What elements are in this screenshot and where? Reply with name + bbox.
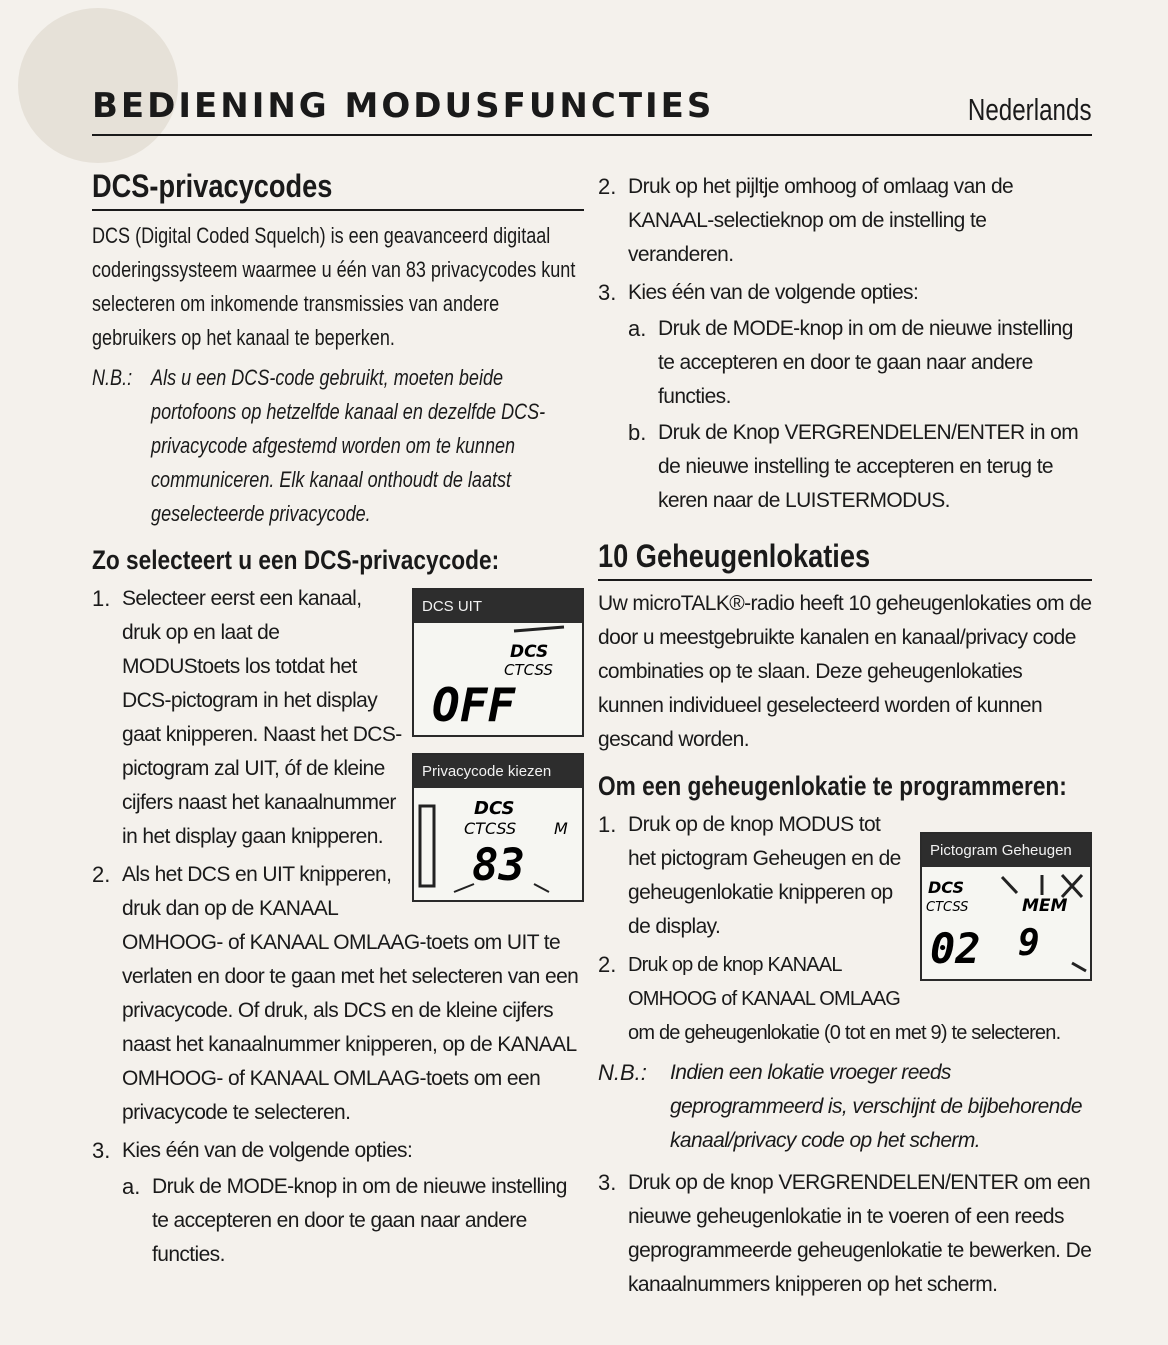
lcd-value-code: 83 [472,840,525,891]
dcs-option-a: a. Druk de MODE-knop in om de nieuwe instelling te accepteren en door te gaan naar andere functies. [122,1174,567,1266]
section-title-dcs: DCS-privacycodes [92,168,584,211]
dcs-note [92,361,584,531]
dcs-step-1: 1. Selecteer eerst een kanaal, druk op en laat de MODUStoets los totdat het DCS-pictogram in het display gaat knipperen. Naast het DCS-pictogram zal UIT, óf de kleine cijfers naast het kanaalnummer in het display gaan knipperen. [92,586,402,848]
lcd-dcs-label: DCS [928,878,964,897]
continued-step-2: 2. Druk op het pijltje omhoog of omlaag van de KANAAL-selectieknop om de instelling te veranderen. [598,174,1014,266]
memory-intro: Uw microTALK®-radio heeft 10 geheugenlokaties om de door u meestgebruikte kanalen en kanaal/privacy code combinaties op te slaan. Deze geheugenlokaties kunnen individueel geselecteerd worden of kunnen gescand worden. [598,592,1092,751]
lcd-m-label: M [554,819,568,838]
subheading-program-memory: Om een geheugenlokatie te programmeren: [598,771,1067,801]
lcd-value-off: OFF [432,678,516,732]
continued-option-a: a. Druk de MODE-knop in om de nieuwe instelling te accepteren en door te gaan naar andere functies. [628,316,1073,408]
lcd-caption: Pictogram Geheugen [922,834,1090,867]
lcd-mem-label: MEM [1022,896,1068,916]
lcd-value-slot: 9 [1018,923,1040,964]
language-label: Nederlands [968,92,1092,127]
memory-note [598,1056,1092,1158]
lcd-dcs-label: DCS [510,642,549,662]
section-title-memory: 10 Geheugenlokaties [598,538,1092,581]
program-step-2: 2. Druk op de knop KANAAL OMHOOG of KANAAL OMLAAG om de geheugenlokatie (0 tot en met 9) te selecteren. [598,952,1061,1044]
lcd-ctcss-label: CTCSS [504,661,553,679]
subheading-select-dcs: Zo selecteert u een DCS-privacycode: [92,545,500,575]
lcd-ctcss-label: CTCSS [464,819,517,838]
lcd-caption: Privacycode kiezen [414,755,582,788]
lcd-dcs-label: DCS [474,798,515,819]
dcs-step-2: 2. Als het DCS en UIT knipperen, druk dan op de KANAAL OMHOOG- of KANAAL OMLAAG-toets om UIT te verlaten en door te gaan met het selecteren van een privacycode. Of druk, als DCS en de kleine cijfers naast het kanaalnummer knipperen, op de KANAAL OMHOOG- of KANAAL OMLAAG-toets om een privacycode te selecteren. [92,862,579,1124]
note-label: N.B.: [92,365,133,390]
dcs-intro: DCS (Digital Coded Squelch) is een geavanceerd digitaal coderingssysteem waarmee u één van 83 privacycodes kunt selecteren om inkomende transmissies van andere gebruikers op het kanaal te beperken. [92,223,576,350]
left-column [92,150,584,1272]
continued-step-3: 3. Kies één van de volgende opties: [598,280,919,305]
note-text: Indien een lokatie vroeger reeds geprogrammeerd is, verschijnt de bijbehorende kanaal/privacy code op het scherm. [670,1061,1082,1152]
note-label: N.B.: [598,1060,647,1085]
dcs-step-3: 3. Kies één van de volgende opties: [92,1138,413,1163]
right-column [598,150,1092,1302]
program-step-3: 3. Druk op de knop VERGRENDELEN/ENTER om een nieuwe geheugenlokatie in te voeren of een reeds geprogrammeerde geheugenlokatie te bewerken. De kanaalnummers knipperen op het scherm. [598,1170,1092,1296]
continued-option-b: b. Druk de Knop VERGRENDELEN/ENTER in om de nieuwe instelling te accepteren en terug te keren naar de LUISTERMODUS. [628,420,1079,512]
page-title: BEDIENING MODUSFUNCTIES [92,86,715,126]
lcd-value-location: 02 [930,924,981,973]
header-rule [92,134,1092,136]
note-text: Als u een DCS-code gebruikt, moeten beide portofoons op hetzelfde kanaal en dezelfde DCS-privacycode afgestemd worden om te kunnen communiceren. Elk kanaal onthoudt de laatst geselecteerde privacycode. [151,365,546,526]
lcd-ctcss-label: CTCSS [926,900,969,915]
program-step-1: 1. Druk op de knop MODUS tot het pictogram Geheugen en de geheugenlokatie knipperen op de display. [598,812,901,938]
lcd-caption: DCS UIT [414,590,582,623]
